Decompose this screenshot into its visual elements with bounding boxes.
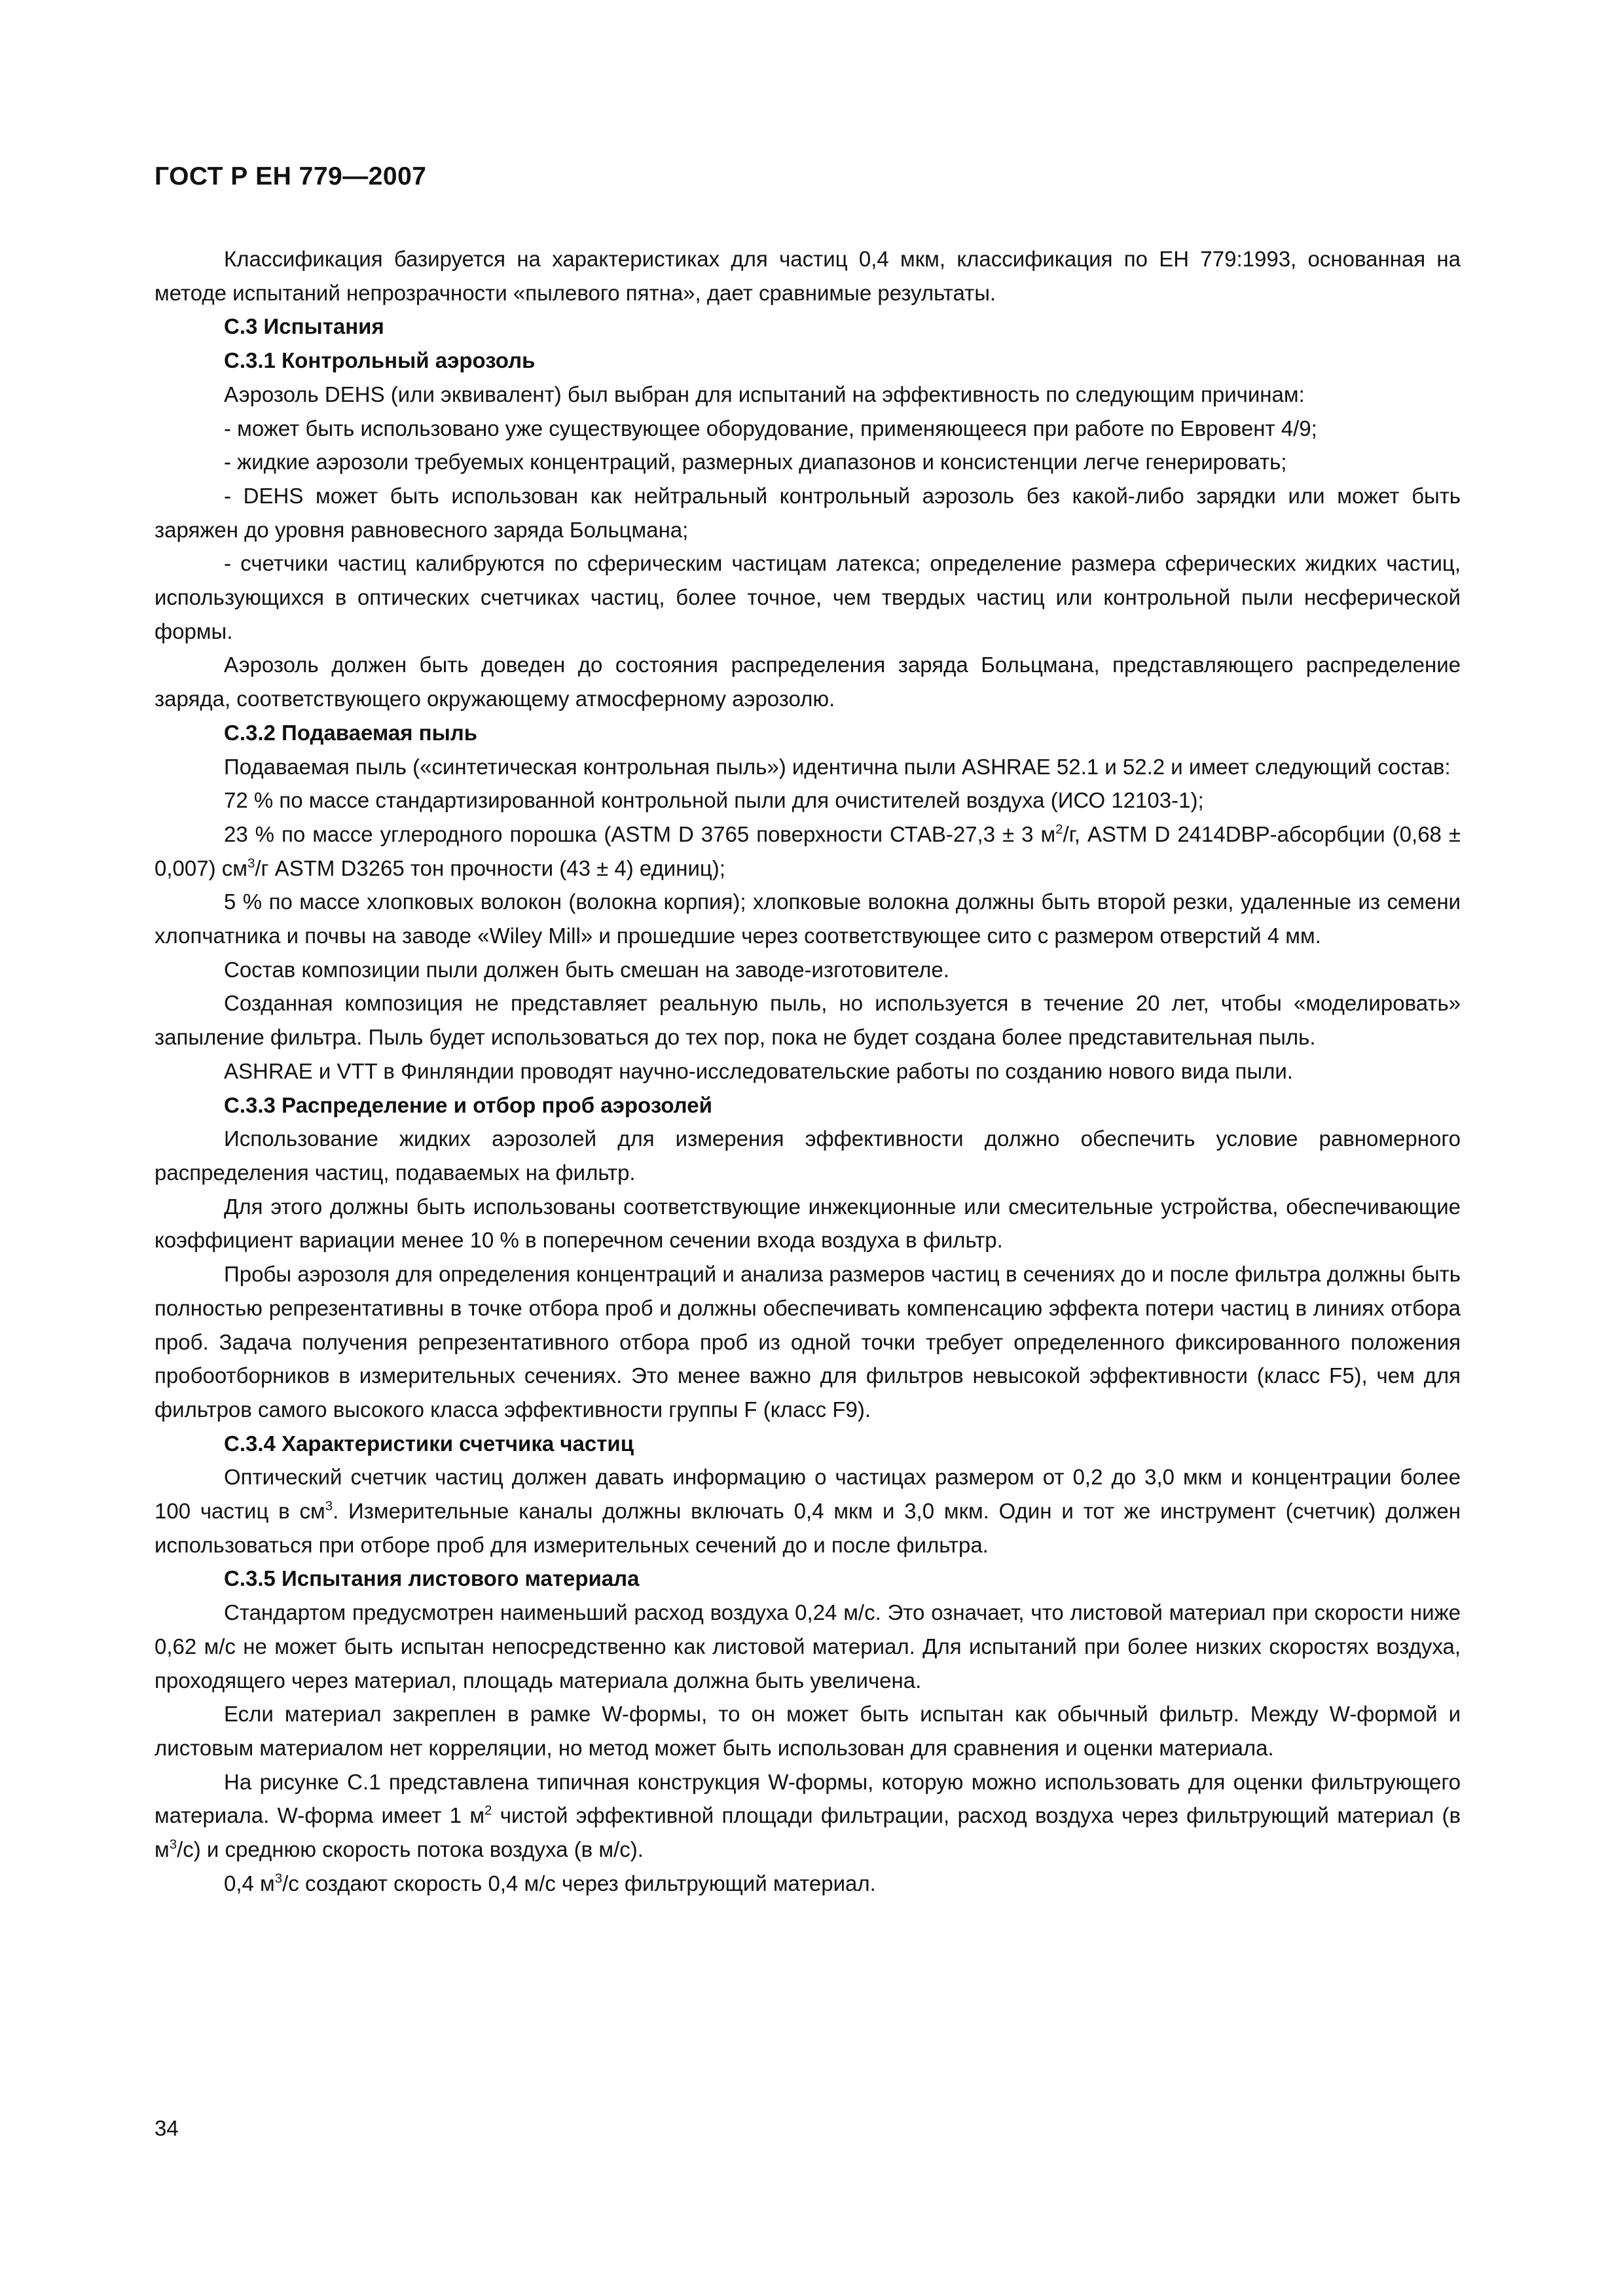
paragraph: Стандартом предусмотрен наименьший расход воздуха 0,24 м/с. Это означает, что листовой материал при скорости ниже 0,62 м/с не может быть испытан непосредственно как листовой материал. Для испытаний при более низких скоростях воздуха, проходящего через материал, площадь материала должна быть увеличена. (155, 1600, 1461, 1693)
superscript: 2 (484, 1803, 492, 1819)
list-item: - жидкие аэрозоли требуемых концентраций, размерных диапазонов и консистенции легче генерировать; (224, 450, 1287, 475)
list-item: - счетчики частиц калибруются по сферическим частицам латекса; определение размера сферических жидких частиц, использующихся в оптических счетчиках частиц, более точное, чем твердых частиц или контрольной пыли несферической формы. (155, 551, 1461, 643)
text-run: Оптический счетчик частиц должен давать информацию о частицах размером от 0,2 до 3,0 мкм и концентрации более 100 частиц в см (155, 1465, 1461, 1524)
subsection-heading: С.3.3 Распределение и отбор проб аэрозолей (224, 1092, 712, 1117)
paragraph: Классификация базируется на характеристиках для частиц 0,4 мкм, классификация по ЕН 779:1993, основанная на методе испытаний непрозрачности «пылевого пятна», дает сравнимые результаты. (155, 247, 1461, 305)
paragraph (155, 817, 1461, 885)
text-run: 23 % по массе углеродного порошка (ASTM D 3765 поверхности СТАВ-27,3 ± 3 м (224, 821, 1056, 846)
text-run: /г ASTM D3265 тон прочности (43 ± 4) единиц); (255, 855, 725, 880)
subsection-heading: С.3.2 Подаваемая пыль (224, 720, 478, 745)
paragraph: 5 % по массе хлопковых волокон (волокна корпия); хлопковые волокна должны быть второй резки, удаленные из семени хлопчатника и почвы на заводе «Wiley Mill» и прошедшие через соответствующее сито с размером отверстий 4 мм. (155, 889, 1461, 948)
superscript: 2 (1055, 821, 1063, 837)
text-run: 0,4 м (224, 1871, 275, 1895)
paragraph: Если материал закреплен в рамке W-формы, то он может быть испытан как обычный фильтр. Между W-формой и листовым материалом нет корреляции, но метод может быть использован для сравнения и оценки материала. (155, 1702, 1461, 1760)
text-run: На рисунке С.1 представлена типичная конструкция W-формы, которую можно использовать для оценки фильтрующего материала. W-форма имеет 1 м (155, 1769, 1461, 1828)
paragraph: ASHRAE и VTT в Финляндии проводят научно-исследовательские работы по созданию нового вида пыли. (224, 1058, 1293, 1083)
paragraph (155, 1867, 1461, 1901)
paragraph: Пробы аэрозоля для определения концентраций и анализа размеров частиц в сечениях до и после фильтра должны быть полностью репрезентативны в точке отбора проб и должны обеспечивать компенсацию эффекта потери частиц в линиях отбора проб. Задача получения репрезентативного отбора проб из одной точки требует определенного фиксированного положения пробоотборников в измерительных сечениях. Это менее важно для фильтров невысокой эффективности (класс F5), чем для фильтров самого высокого класса эффективности группы F (класс F9). (155, 1262, 1461, 1422)
list-item: - может быть использовано уже существующее оборудование, применяющееся при работе по Евровент 4/9; (224, 416, 1317, 440)
paragraph: Для этого должны быть использованы соответствующие инжекционные или смесительные устройства, обеспечивающие коэффициент вариации менее 10 % в поперечном сечении входа воздуха в фильтр. (155, 1194, 1461, 1253)
superscript: 3 (325, 1498, 333, 1514)
text-run: . Измерительные каналы должны включать 0,4 мкм и 3,0 мкм. Один и тот же инструмент (счетчик) должен использоваться при отборе проб для измерительных сечений до и после фильтра. (155, 1499, 1461, 1557)
paragraph: Аэрозоль должен быть доведен до состояния распределения заряда Больцмана, представляющего распределение заряда, соответствующего окружающему атмосферному аэрозолю. (155, 653, 1461, 711)
paragraph (155, 1460, 1461, 1562)
text-run: /с создают скорость 0,4 м/с через фильтрующий материал. (282, 1871, 876, 1895)
superscript: 3 (247, 855, 255, 871)
subsection-heading: С.3.5 Испытания листового материала (224, 1566, 640, 1591)
paragraph (155, 1765, 1461, 1867)
standard-code-header: ГОСТ Р ЕН 779—2007 (155, 162, 427, 190)
paragraph: Созданная композиция не представляет реальную пыль, но используется в течение 20 лет, чтобы «моделировать» запыление фильтра. Пыль будет использоваться до тех пор, пока не будет создана более представительная пыль. (155, 991, 1461, 1050)
subsection-heading: С.3.4 Характеристики счетчика частиц (224, 1431, 634, 1456)
document-body (155, 242, 1461, 1900)
paragraph: Аэрозоль DEHS (или эквивалент) был выбран для испытаний на эффективность по следующим причинам: (224, 382, 1305, 406)
text-run: /г, ASTM D 2414DBP-абсорбции (0,68 ± 0,007) см (155, 821, 1461, 880)
superscript: 3 (274, 1871, 283, 1886)
page-number: 34 (155, 2116, 179, 2140)
paragraph: 72 % по массе стандартизированной контрольной пыли для очистителей воздуха (ИСО 12103-1); (224, 788, 1204, 813)
paragraph: Подаваемая пыль («синтетическая контрольная пыль») идентична пыли ASHRAE 52.1 и 52.2 и имеет следующий состав: (224, 754, 1451, 779)
text-run: чистой эффективной площади фильтрации, расход воздуха через фильтрующий материал (в м (155, 1803, 1461, 1862)
paragraph: Использование жидких аэрозолей для измерения эффективности должно обеспечить условие равномерного распределения частиц, подаваемых на фильтр. (155, 1126, 1461, 1185)
superscript: 3 (169, 1837, 177, 1852)
list-item: - DEHS может быть использован как нейтральный контрольный аэрозоль без какой-либо зарядки или может быть заряжен до уровня равновесного заряда Больцмана; (155, 483, 1461, 542)
text-run: /с) и среднюю скорость потока воздуха (в м/с). (177, 1837, 644, 1862)
paragraph: Состав композиции пыли должен быть смешан на заводе-изготовителе. (224, 957, 949, 982)
subsection-heading: С.3.1 Контрольный аэрозоль (224, 348, 536, 373)
section-heading: С.3 Испытания (224, 314, 384, 339)
